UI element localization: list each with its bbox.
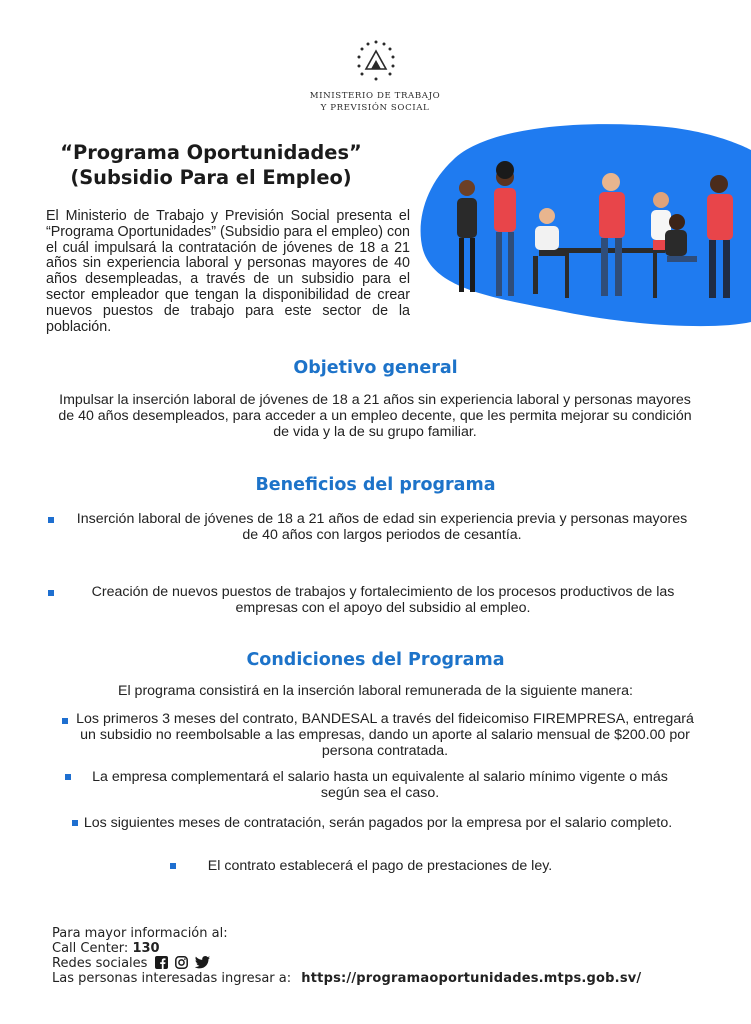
interested-label: Las personas interesadas ingresar a: [52, 971, 292, 986]
heading-beneficios: Beneficios del programa [255, 475, 496, 495]
bullet-icon [72, 820, 78, 826]
instagram-icon[interactable] [175, 956, 188, 969]
ministry-line1: MINISTERIO DE TRABAJO [309, 91, 441, 101]
coat-of-arms-logo [350, 38, 402, 88]
bullet-icon [48, 517, 54, 523]
intro-paragraph: El Ministerio de Trabajo y Previsión Social presenta el “Programa Oportunidades” (Subsidio para el empleo) con el cuál impulsará la contratación de jóvenes de 18 a 21 años sin experiencia laboral y personas mayores de 40 años desempleadas, a través de un subsidio para el sector empleador que tengan la disponibilidad de crear nuevos puestos de trabajo para este sector de la población. [46, 208, 410, 335]
beneficio-item: Inserción laboral de jóvenes de 18 a 21 años de edad sin experiencia previa y personas mayores de 40 años con largos periodos de cesantía. [76, 511, 688, 543]
call-center-label: Call Center: [52, 941, 129, 956]
footer-contact [52, 926, 732, 986]
title-line2: (Subsidio Para el Empleo) [70, 166, 352, 189]
beneficio-item: Creación de nuevos puestos de trabajos y fortalecimiento de los procesos productivos de las empresas con el apoyo del subsidio al empleo. [91, 584, 675, 616]
condiciones-intro: El programa consistirá en la inserción laboral remunerada de la siguiente manera: [118, 683, 633, 699]
call-center-row [52, 941, 732, 956]
bullet-icon [65, 774, 71, 780]
ministry-line2: Y PREVISIÓN SOCIAL [320, 103, 430, 113]
ministry-name [280, 90, 470, 114]
facebook-icon[interactable] [155, 956, 168, 969]
social-row [52, 956, 732, 971]
condicion-item: La empresa complementará el salario hasta un equivalente al salario mínimo vigente o más según sea el caso. [92, 769, 668, 801]
heading-objetivo: Objetivo general [293, 358, 458, 378]
footer-info: Para mayor información al: [52, 926, 228, 941]
heading-condiciones: Condiciones del Programa [246, 650, 505, 670]
social-label: Redes sociales [52, 956, 148, 971]
call-center-number[interactable]: 130 [132, 941, 160, 956]
bullet-icon [48, 590, 54, 596]
condicion-item: Los siguientes meses de contratación, serán pagados por la empresa por el salario completo. [83, 815, 673, 831]
condicion-item: El contrato establecerá el pago de prestaciones de ley. [207, 858, 553, 874]
bullet-icon [170, 863, 176, 869]
twitter-icon[interactable] [195, 956, 210, 969]
title-line1: “Programa Oportunidades” [60, 141, 362, 164]
condicion-item: Los primeros 3 meses del contrato, BANDESAL a través del fideicomiso FIREMPRESA, entregará un subsidio no reembolsable a las empresas, dando un aporte al salario mensual de $200.00 por persona contratada. [76, 711, 694, 759]
bullet-icon [62, 718, 68, 724]
objetivo-text: Impulsar la inserción laboral de jóvenes de 18 a 21 años sin experiencia laboral y personas mayores de 40 años desempleados, para acceder a un empleo decente, que les permita mejorar su condición de vida y la de su grupo familiar. [58, 392, 692, 440]
url-row [52, 971, 732, 986]
page-title [30, 140, 392, 190]
program-url-link[interactable]: https://programaoportunidades.mtps.gob.sv/ [301, 971, 642, 986]
team-illustration [415, 120, 751, 330]
